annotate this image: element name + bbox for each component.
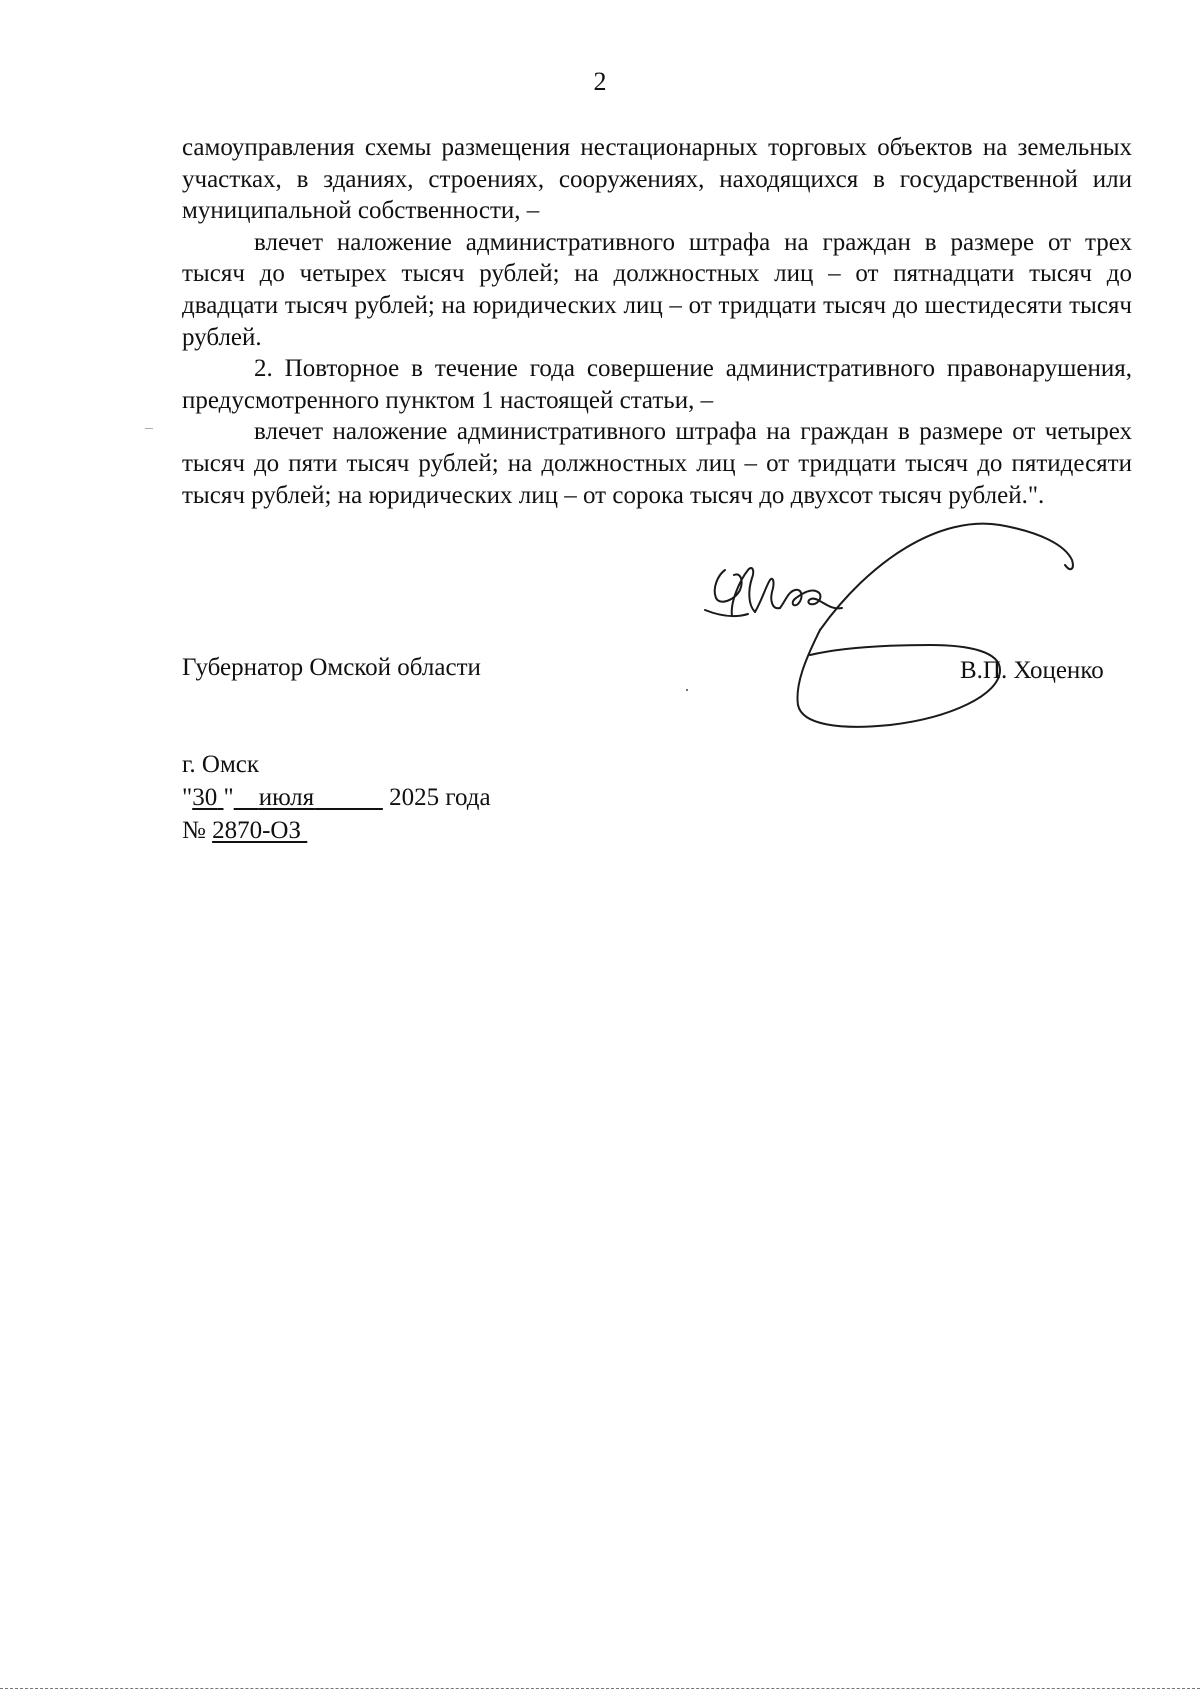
date-month [234,784,383,811]
date-month-value: июля [258,784,315,811]
date-day-value: 30 [192,784,218,811]
page-number: 2 [593,67,607,96]
paragraph-4: влечет наложение административного штрафа на граждан в размере от четырех тысяч до пяти тысяч рублей; на должностных лиц – от тридцати тысяч до пятидесяти тысяч рублей; на юридических лиц – от сорока тысяч до двухсот тысяч рублей.". [182,418,1132,509]
scan-dot [686,689,688,691]
scan-edge-line [0,1688,1200,1689]
document-body [182,132,1132,511]
signatory-name: В.П. Хоценко [960,657,1104,684]
number-sign: № [182,817,206,844]
paragraph-1: самоуправления схемы размещения нестационарных торговых объектов на земельных участках, в зданиях, строениях, сооружениях, находящихся в государственной или муниципальной собственности, – [182,134,1132,225]
signatory-title: Губернатор Омской области [182,654,481,681]
paragraph-3: 2. Повторное в течение года совершение административного правонарушения, предусмотренного пунктом 1 настоящей статьи, – [182,355,1132,414]
document-number-value: 2870-ОЗ [212,817,302,844]
paragraph-2: влечет наложение административного штрафа на граждан в размере от трех тысяч до четырех тысяч рублей; на должностных лиц – от пятнадцати тысяч до двадцати тысяч рублей; на юридических лиц – от тридцати тысяч до шестидесяти тысяч рублей. [182,228,1132,351]
document-number [212,817,307,844]
date-year: 2025 года [389,784,491,811]
scan-artifact [145,428,153,429]
date-day [192,784,223,811]
city-line: г. Омск [182,751,260,778]
document-footer [182,748,491,847]
date-line [182,781,491,814]
number-line [182,814,491,847]
close-quote: " [223,784,234,811]
open-quote: " [182,784,193,811]
handwritten-signature [700,520,1120,740]
